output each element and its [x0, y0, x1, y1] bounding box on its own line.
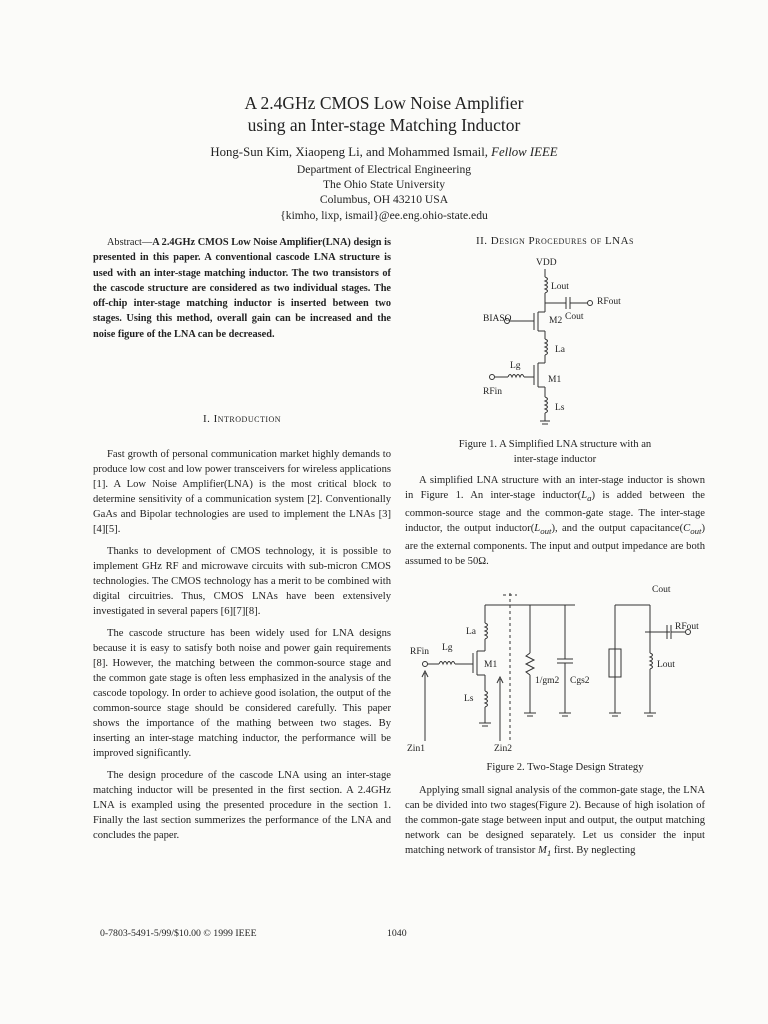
affiliation-email: {kimho, lixp, ismail}@ee.eng.ohio-state.edu [280, 208, 488, 222]
fig2-label-lout: Lout [657, 660, 675, 670]
design-text: ) are the external components. The input and output impedance are both assumed to be 50Ω. [405, 523, 705, 568]
final-tail: first. By neglecting [551, 845, 636, 856]
section-intro-title: Introduction [213, 413, 282, 425]
fig2-label-zin2: Zin2 [494, 744, 512, 754]
figure2-schematic [405, 583, 705, 758]
section-heading-intro [93, 413, 391, 425]
fig2-lg-coil [439, 662, 455, 665]
fig1-label-m2: M2 [549, 316, 563, 326]
design-paragraph [405, 473, 705, 569]
author-list [0, 145, 768, 160]
fig1-label-cout: Cout [565, 312, 584, 322]
title-line-2: using an Inter-stage Matching Inductor [247, 115, 521, 135]
fig1-la-coil [545, 339, 548, 355]
fig1-label-la: La [555, 345, 566, 355]
fig2-label-gm: 1/gm2 [535, 676, 560, 686]
fig2-ls-coil [485, 691, 488, 707]
fig2-label-rfin: RFin [410, 647, 430, 657]
fig2-label-m1: M1 [484, 660, 498, 670]
fig2-lout-coil [650, 653, 653, 669]
author-names: Hong-Sun Kim, Xiaopeng Li, and Mohammed Ismail, [210, 145, 488, 159]
fig2-label-la: La [466, 627, 477, 637]
abstract-lead: Abstract— [107, 237, 153, 248]
intro-body [93, 447, 391, 850]
figure1-caption [405, 437, 705, 467]
section-heading-design [405, 235, 705, 247]
fig2-label-cout: Cout [652, 585, 671, 595]
fig2-label-zin1: Zin1 [407, 744, 425, 754]
figure1-caption-line2: inter-stage inductor [513, 454, 597, 465]
fig2-label-cgs: Cgs2 [570, 676, 590, 686]
design-symbol-sub: a [587, 493, 592, 504]
fig1-label-vdd: VDD [536, 258, 557, 268]
fig1-ls-coil [545, 397, 548, 413]
fig2-label-ls: Ls [464, 694, 474, 704]
figure2-caption: Figure 2. Two-Stage Design Strategy [486, 762, 644, 773]
affiliation [0, 162, 768, 223]
design-symbol: C [683, 523, 691, 535]
figure1-schematic [470, 255, 620, 430]
fig1-label-lg: Lg [510, 361, 521, 371]
footer-copyright: 0-7803-5491-5/99/$10.00 © 1999 IEEE [100, 928, 257, 939]
fig1-label-rfout: RFout [597, 297, 621, 307]
affiliation-city: Columbus, OH 43210 USA [319, 193, 449, 207]
fig1-lg-coil [508, 375, 524, 378]
intro-paragraph: Fast growth of personal communication market highly demands to produce low cost and low power transceivers for wireless applications [1]. A Low Noise Amplifier(LNA) is the most critical block to determine sensitivity of a communication system [2]. Conventionally GaAs and Bipolar technologies are used to implement the LNAs [3][4][5]. [93, 449, 391, 535]
section-design-number: II. [475, 235, 488, 247]
fig1-lout-coil [545, 277, 548, 293]
design-symbol-sub: out [540, 526, 552, 537]
design-symbol-sub: out [690, 526, 702, 537]
title-line-1: A 2.4GHz CMOS Low Noise Amplifier [244, 93, 524, 113]
abstract [93, 235, 391, 342]
fig2-la-coil [485, 623, 488, 639]
final-paragraph [405, 783, 705, 861]
fig1-label-rfin: RFin [483, 387, 503, 397]
paper-title [0, 92, 768, 136]
design-text: A simplified LNA structure with an inter-stage inductor is shown in Figure 1. An inter-stage inductor( [405, 475, 705, 501]
fig2-label-rfout: RFout [675, 622, 699, 632]
design-symbol: L [534, 523, 541, 535]
fig1-label-ls: Ls [555, 403, 565, 413]
figure1-caption-line1: Figure 1. A Simplified LNA structure with an [458, 439, 652, 450]
section-intro-number: I. [202, 413, 211, 425]
abstract-text: A 2.4GHz CMOS Low Noise Amplifier(LNA) design is presented in this paper. A conventional cascode LNA structure is used with an inter-stage matching inductor. The two transistors of the cascode structure are considered as two individual stages. The off-chip inter-stage matching inductor is inserted between two stages. Using this method, overall gain can be increased and the noise figure of the LNA can be decreased. [93, 237, 391, 340]
affiliation-dept: Department of Electrical Engineering [296, 163, 472, 176]
design-symbol: L [581, 490, 588, 501]
final-text: Applying small signal analysis of the common-gate stage, the LNA can be divided into two stages(Figure 2). Because of high isolation of the common-gate stage between input and output, the output matching network can be designed separately. Let us consider the input matching network of transistor [405, 785, 705, 856]
fig1-label-lout: Lout [551, 282, 569, 292]
intro-paragraph: The cascode structure has been widely used for LNA designs because it is easy to satisfy both noise and power gain requirements [8]. However, the matching between the common-source stage and the common gate stage is often less emphasized in the analysis of the cascode topology. In order to achieve good isolation, the output of the common-source stage should be considered carefully. This paper shows the importance of the mathing between two stages. By inserting an inter-stage matching inductor, the performance will be improved significantly. [93, 628, 391, 759]
fig1-label-bias: BIASO [483, 314, 512, 324]
intro-paragraph: Thanks to development of CMOS technology, it is possible to implement GHz RF and microwave circuits with sub-micron CMOS technologies. The CMOS technology has a merit to be combined with digital circuitries. Thus, CMOS LNAs have been extensively investigated in several papers [6][7][8]. [93, 546, 391, 617]
design-text: ), and the output capacitance( [551, 523, 684, 535]
intro-paragraph: The design procedure of the cascode LNA using an inter-stage matching inductor will be presented in the first section. A 2.4GHz LNA is exampled using the presented procedure in the section 1. Finally the last section summerizes the performance of the LNA and concludes the paper. [93, 770, 391, 841]
fig2-gm-resistor [526, 653, 534, 675]
fig2-rfin-terminal [423, 662, 428, 667]
page-number: 1040 [387, 928, 407, 939]
final-symbol: M [537, 845, 547, 856]
section-design-title: Design Procedures of LNAs [490, 235, 635, 247]
author-fellow: Fellow IEEE [491, 145, 558, 159]
design-text: ) is added between the common-source stage and the common-gate stage. The inter-stage inductor, the output inductor( [405, 490, 706, 535]
final-symbol-sub: 1 [546, 848, 552, 859]
fig1-rfin-terminal [490, 375, 495, 380]
fig1-label-m1: M1 [548, 375, 562, 385]
fig2-label-lg: Lg [442, 643, 453, 653]
fig1-rfout-terminal [588, 301, 593, 306]
affiliation-univ: The Ohio State University [322, 178, 446, 192]
